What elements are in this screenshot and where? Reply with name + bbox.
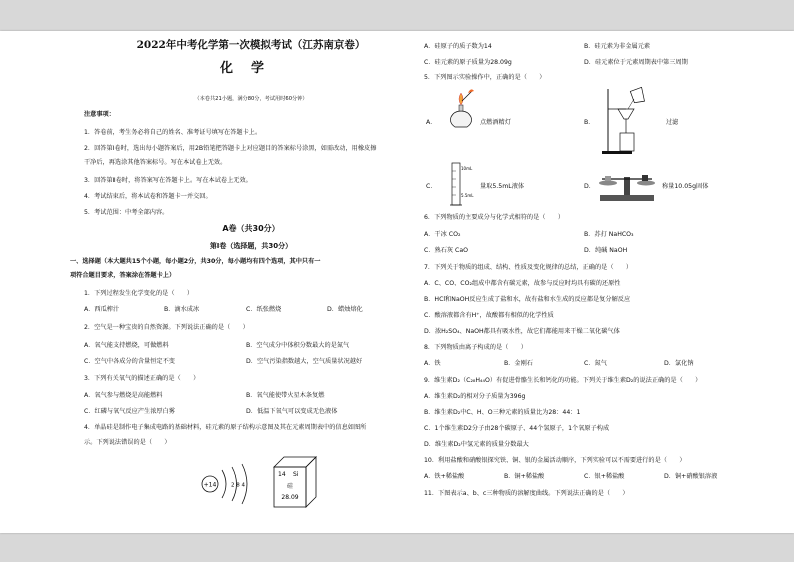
- option: A．氧气能支持燃烧，可做燃料: [84, 342, 169, 349]
- question-stem: 11．下图表示a、b、c三种物质的溶解度曲线。下列说法正确的是（ ）: [424, 490, 629, 497]
- option-text: 称量10.05g固体: [662, 183, 709, 190]
- option: C．1个维生素D2分子由28个碳原子、44个氢原子，1个氧原子构成: [424, 425, 610, 432]
- question-stem: 8．下列物质由离子构成的是（ ）: [424, 344, 527, 351]
- option: B．氧气能使带火星木条复燃: [246, 392, 325, 399]
- option-label: D．: [584, 183, 595, 190]
- option: C．空气中各成分的含量恒定不变: [84, 358, 175, 365]
- element-symbol: Si: [293, 471, 299, 478]
- question-stem: 3．下列有关氧气的描述正确的是（ ）: [84, 375, 200, 382]
- alcohol-lamp-lighting-icon: [446, 87, 476, 131]
- section-heading-cont: 项符合题目要求，答案涂在答题卡上）: [70, 272, 176, 279]
- note-line: 3．回答第Ⅱ卷时，将答案写在答题卡上。写在本试卷上无效。: [84, 177, 252, 184]
- question-stem: 9．维生素D₂（C₂₈H₄₄O）有促进骨骼生长和钙化的功能。下列关于维生素D₂的说法正确的是（ ）: [424, 377, 702, 384]
- atomic-mass: 28.09: [281, 494, 299, 501]
- option: C．硅元素的原子质量为28.09g: [424, 59, 512, 66]
- option: B．滴水成冰: [164, 306, 200, 313]
- balance-scale-icon: [596, 167, 658, 203]
- notes-heading: 注意事项：: [84, 111, 115, 118]
- question-stem: 1．下列过程发生化学变化的是（ ）: [84, 290, 194, 297]
- option: A．铁+稀盐酸: [424, 473, 465, 480]
- note-line: 4．考试结束后，将本试卷和答题卡一并交回。: [84, 193, 212, 200]
- option: C．氮气: [584, 360, 607, 367]
- option-text: 量取5.5mL液体: [480, 183, 525, 190]
- cylinder-mark-bottom: 5.5mL: [461, 193, 474, 198]
- atomic-number: 14: [278, 471, 286, 478]
- note-line: 1．答卷前，考生务必将自己的姓名、准考证号填写在答题卡上。: [84, 129, 262, 136]
- question-stem-cont: 示。下列说法错误的是（ ）: [84, 439, 171, 446]
- option: A．铁: [424, 360, 441, 367]
- option: A．干冰 CO₂: [424, 231, 461, 238]
- option: A．C、CO、CO₂组成中都含有碳元素，故参与反应时均具有碳的还原性: [424, 280, 621, 287]
- option: A．维生素D₂的相对分子质量为396g: [424, 393, 526, 400]
- note-line: 干净后，再选涂其他答案标号。写在本试卷上无效。: [84, 159, 227, 166]
- option: D．维生素D₂中氢元素的质量分数最大: [424, 441, 529, 448]
- option: B．维生素D₂中C、H、O三种元素的质量比为28：44：1: [424, 409, 581, 416]
- option-text: 点燃酒精灯: [480, 119, 511, 126]
- option: D．纯碱 NaOH: [584, 247, 628, 254]
- exam-meta: （本卷共21小题，满分80分，考试用时60分钟）: [194, 96, 308, 102]
- note-line: 2．回答第Ⅰ卷时，选出每小题答案后，用2B铅笔把答题卡上对应题目的答案标号涂黑，如需改动，用橡皮擦: [84, 145, 377, 152]
- option-label: C．: [426, 183, 437, 190]
- option: D．铜+硝酸银溶液: [664, 473, 718, 480]
- question-stem: 6．下列物质的主要成分与化学式相符的是（ ）: [424, 214, 565, 221]
- option: D．浓H₂SO₄、NaOH都具有吸水性，故它们都能用来干燥二氧化碳气体: [424, 328, 620, 335]
- option: B．空气成分中体积分数最大的是氮气: [246, 342, 350, 349]
- option: D．硅元素位于元素周期表中第三周期: [584, 59, 688, 66]
- option: A．氧气参与燃烧是高能燃料: [84, 392, 163, 399]
- option: D．空气污染指数越大，空气质量状况越好: [246, 358, 363, 365]
- electron-shells: 2 8 4: [231, 482, 245, 489]
- exam-page: [0, 31, 794, 533]
- part-a-heading: A卷（共30分）: [222, 224, 280, 233]
- option: C．红磷与氧气反应产生浓厚白雾: [84, 408, 175, 415]
- option: D．氯化钠: [664, 360, 694, 367]
- exam-title: 2022年中考化学第一次模拟考试（江苏南京卷）: [136, 39, 366, 51]
- option-label: B．: [584, 119, 595, 126]
- note-line: 5．考试范围：中考全部内容。: [84, 209, 169, 216]
- option: A．西瓜榨汁: [84, 306, 120, 313]
- option: B．硅元素为非金属元素: [584, 43, 651, 50]
- option: A．硅原子的质子数为14: [424, 43, 492, 50]
- option: B．HCl和NaOH反应生成了盐和水，故有盐和水生成的反应都是复分解反应: [424, 296, 631, 303]
- silicon-atom-diagram: [198, 461, 264, 507]
- option: D．蜡烛熔化: [327, 306, 363, 313]
- filtration-apparatus-icon: [602, 85, 652, 155]
- question-stem: 7．下列关于物质的组成、结构、性质及变化规律的总结，正确的是（ ）: [424, 264, 633, 271]
- option: C．酸溶液都含有H⁺，故酸都有相似的化学性质: [424, 312, 554, 319]
- question-stem: 2．空气是一种宝贵的自然资源。下列说法正确的是（ ）: [84, 324, 249, 331]
- option: C．银+稀盐酸: [584, 473, 625, 480]
- exam-subject: 化学: [219, 61, 282, 76]
- part-a-subheading: 第Ⅰ卷（选择题，共30分）: [209, 242, 293, 250]
- option: B．金刚石: [504, 360, 533, 367]
- element-name: 硅: [286, 483, 294, 490]
- option: C．纸张燃烧: [246, 306, 282, 313]
- option: D．低温下氧气可以变成无色液体: [246, 408, 338, 415]
- option: B．苏打 NaHCO₃: [584, 231, 634, 238]
- graduated-cylinder-icon: [442, 161, 476, 209]
- question-stem: 5．下列图示实验操作中，正确的是（ ）: [424, 74, 546, 81]
- question-stem: 10．利用盐酸和硝酸银探究铁、铜、银的金属活动顺序，下列实验可以不需要进行的是（ ）: [424, 457, 686, 464]
- cylinder-mark-top: 10mL: [461, 166, 473, 171]
- option: C．熟石灰 CaO: [424, 247, 469, 254]
- option: B．铜+稀盐酸: [504, 473, 545, 480]
- periodic-table-cell: [272, 455, 318, 509]
- section-heading: 一、选择题（本大题共15个小题，每小题2分，共30分，每小题均有四个选项，其中只有一: [70, 258, 321, 265]
- nucleus-charge: +14: [203, 481, 217, 489]
- question-stem: 4．单晶硅是制作电子集成电路的基础材料，硅元素的原子结构示意图及其在元素周期表中的信息如图所: [84, 424, 367, 431]
- option-text: 过滤: [666, 119, 679, 126]
- option-label: A．: [426, 119, 437, 126]
